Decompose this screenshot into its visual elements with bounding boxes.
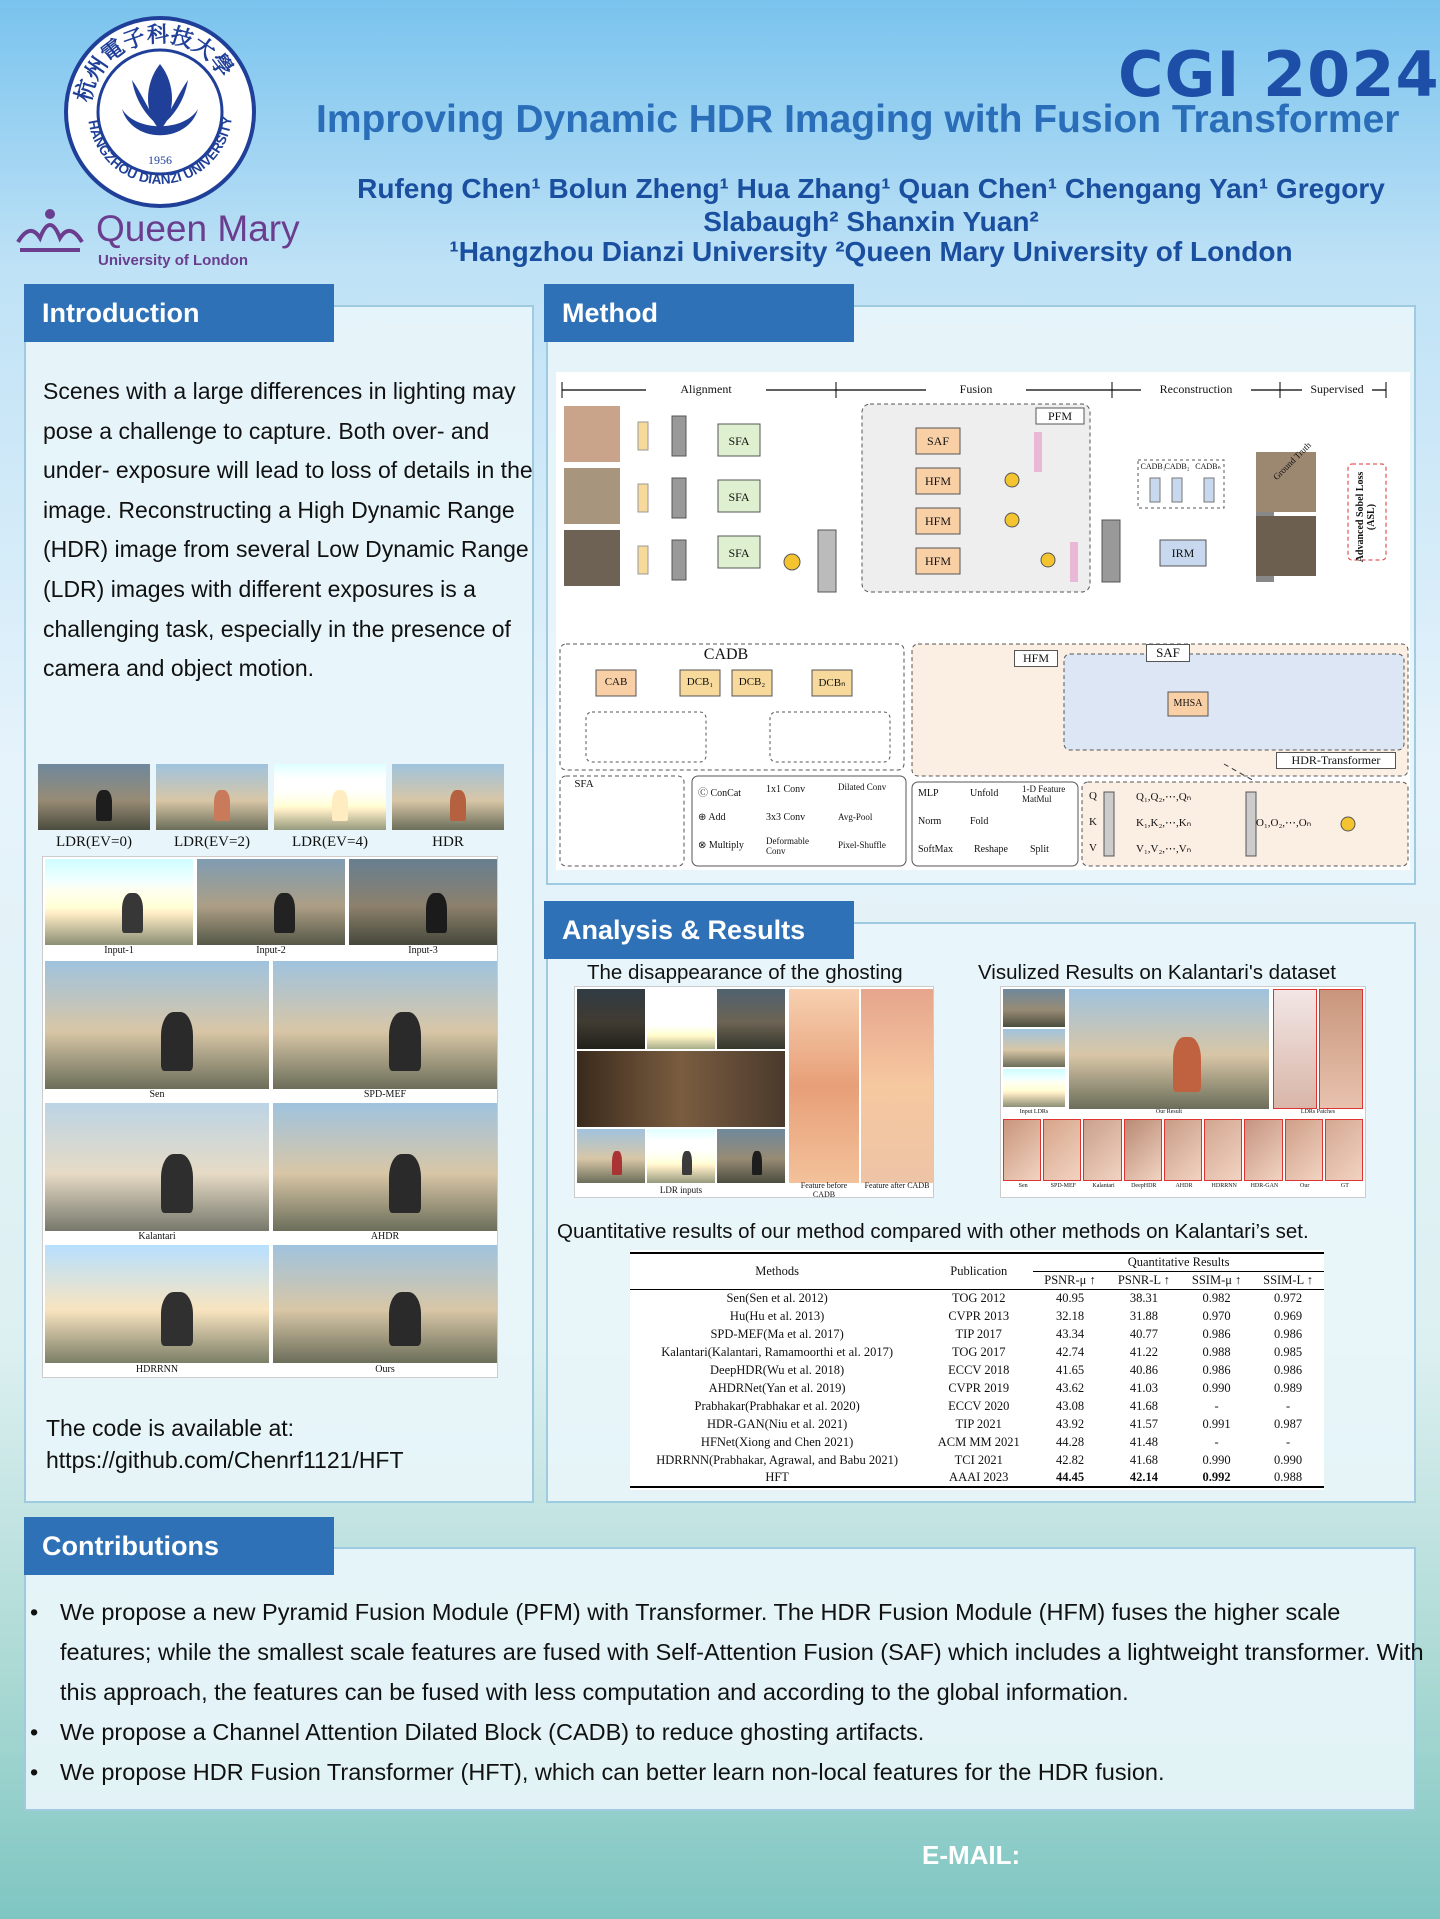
code-label: The code is available at: xyxy=(46,1415,295,1441)
method-heading: Method xyxy=(544,284,854,342)
legend-dilated-conv: Dilated Conv xyxy=(838,782,887,792)
cell-publication: AAAI 2023 xyxy=(924,1469,1033,1487)
cell-metric: 0.986 xyxy=(1274,1362,1303,1377)
ldr-patch-2 xyxy=(1319,989,1363,1109)
cell-publication: CVPR 2019 xyxy=(948,1380,1010,1395)
cell-metric: 0.988 xyxy=(1252,1469,1324,1487)
cell-metric: 40.86 xyxy=(1129,1362,1158,1377)
cell-method: Kalantari(Kalantari, Ramamoorthi et al. 2017) xyxy=(661,1344,894,1359)
table-row xyxy=(630,1397,1324,1415)
legend-softmax: SoftMax xyxy=(918,844,953,855)
ldr-input-5 xyxy=(717,1129,785,1183)
col-ssim-mu: SSIM-μ ↑ xyxy=(1181,1271,1252,1289)
ldr-input-4 xyxy=(647,1129,715,1183)
cell-publication: TOG 2017 xyxy=(951,1344,1006,1359)
sfa-detail-label: SFA xyxy=(574,778,594,790)
cell-metric: 0.972 xyxy=(1274,1290,1303,1305)
label-input-2: Input-2 xyxy=(256,945,286,956)
poster-title: Improving Dynamic HDR Imaging with Fusion Transformer xyxy=(316,98,1400,141)
cell-method: AHDRNet(Yan et al. 2019) xyxy=(708,1380,846,1395)
o-sequence: O₁,O₂,⋯,Oₙ xyxy=(1256,817,1312,829)
svg-text:HANGZHOU DIANZI UNIVERSITY xyxy=(85,115,234,187)
cell-method: HFT xyxy=(630,1469,924,1487)
cell-publication: TIP 2021 xyxy=(955,1416,1002,1431)
q-sequence: Q₁,Q₂,⋯,Qₙ xyxy=(1136,791,1192,803)
table-row xyxy=(630,1379,1324,1397)
cell-metric: 41.48 xyxy=(1129,1434,1158,1449)
cell-metric: 41.68 xyxy=(1129,1398,1158,1413)
ldr-input-dark-1 xyxy=(577,989,645,1049)
method-patch xyxy=(1244,1119,1282,1181)
cell-method: HDR-GAN(Niu et al. 2021) xyxy=(707,1416,848,1431)
legend-feature-matmul: 1-D Feature MatMul xyxy=(1022,784,1066,804)
dcb1-label: DCB₁ xyxy=(686,676,714,688)
v-label: V xyxy=(1089,842,1097,854)
input-ldr-2 xyxy=(1003,1029,1065,1067)
dcbn-label: DCBₙ xyxy=(818,677,846,689)
method-patch-label: SPD-MEF xyxy=(1050,1183,1076,1189)
hdu-logo-name: HANGZHOU DIANZI UNIVERSITY xyxy=(85,115,235,188)
results-table-body xyxy=(630,1289,1324,1487)
architecture-diagram xyxy=(556,372,1410,870)
cell-metric: 0.988 xyxy=(1202,1344,1231,1359)
col-methods: Methods xyxy=(630,1253,924,1289)
legend-reshape: Reshape xyxy=(974,844,1008,855)
cadb-small-n: CADBₙ xyxy=(1195,462,1221,471)
exposure-figure xyxy=(38,764,504,854)
feature-before-cadb-image xyxy=(789,989,859,1183)
cell-metric: 42.82 xyxy=(1055,1452,1085,1467)
legend-deformable-conv: Deformable Conv xyxy=(766,836,809,856)
input-ldr-1 xyxy=(1003,989,1065,1027)
cell-metric: 0.986 xyxy=(1202,1326,1231,1341)
ldr-ev2-image xyxy=(156,764,268,830)
cell-metric: 0.992 xyxy=(1181,1469,1252,1487)
hdu-logo-text-layer xyxy=(62,14,258,210)
stage-fusion: Fusion xyxy=(926,382,1026,397)
method-patch-label: GT xyxy=(1340,1183,1349,1189)
code-availability xyxy=(46,1412,526,1476)
result-spd-mef xyxy=(273,961,497,1089)
cell-metric: 43.92 xyxy=(1055,1416,1085,1431)
table-row xyxy=(630,1469,1324,1487)
ldr-input-dark-2 xyxy=(717,989,785,1049)
cell-method: DeepHDR(Wu et al. 2018) xyxy=(710,1362,845,1377)
cell-metric: 43.34 xyxy=(1055,1326,1085,1341)
cadb-label: CADB xyxy=(703,646,749,663)
affiliations: ¹Hangzhou Dianzi University ²Queen Mary University of London xyxy=(449,236,1293,267)
ghosting-subtitle: The disappearance of the ghosting xyxy=(587,961,903,984)
cell-method: Prabhakar(Prabhakar et al. 2020) xyxy=(694,1398,860,1413)
method-patch xyxy=(1285,1119,1323,1181)
contribution-item: • We propose a Channel Attention Dilated Block (CADB) to reduce ghosting artifacts. xyxy=(28,1712,1428,1752)
contribution-item: • We propose HDR Fusion Transformer (HFT), which can better learn non-local features for the HDR fusion. xyxy=(28,1752,1428,1792)
table-row xyxy=(630,1451,1324,1469)
authors: Rufeng Chen¹ Bolun Zheng¹ Hua Zhang¹ Quan Chen¹ Chengang Yan¹ Gregory Slabaugh² Shanxin Yuan² xyxy=(357,173,1385,237)
saf-label: SAF xyxy=(926,434,949,448)
cell-metric: 44.45 xyxy=(1033,1469,1107,1487)
cell-publication: ACM MM 2021 xyxy=(937,1434,1020,1449)
k-sequence: K₁,K₂,⋯,Kₙ xyxy=(1136,817,1192,829)
method-patch xyxy=(1204,1119,1242,1181)
cell-metric: 42.14 xyxy=(1107,1469,1181,1487)
cab-label: CAB xyxy=(604,676,628,688)
method-patch-label: DeepHDR xyxy=(1131,1183,1157,1189)
ldr-input-bright-1 xyxy=(647,989,715,1049)
method-patch-label: HDRRNN xyxy=(1211,1183,1237,1189)
ldr-ev4-image xyxy=(274,764,386,830)
results-table xyxy=(630,1252,1324,1488)
method-patch xyxy=(1124,1119,1162,1181)
label-kalantari: Kalantari xyxy=(138,1231,176,1242)
col-psnr-l: PSNR-L ↑ xyxy=(1107,1271,1181,1289)
method-patch-label: Our xyxy=(1299,1183,1310,1189)
table-row xyxy=(630,1343,1324,1361)
col-psnr-mu: PSNR-μ ↑ xyxy=(1033,1271,1107,1289)
label-ldr-ev0: LDR(EV=0) xyxy=(56,834,132,850)
cell-publication: ECCV 2020 xyxy=(948,1398,1010,1413)
result-ours xyxy=(273,1245,497,1363)
legend-norm: Norm xyxy=(918,816,942,827)
our-result-image xyxy=(1069,989,1269,1109)
cell-publication: TCI 2021 xyxy=(954,1452,1003,1467)
legend-1x1-conv: 1x1 Conv xyxy=(766,784,806,795)
comparison-figure xyxy=(42,856,498,1378)
caption-feature-after: Feature after CADB xyxy=(864,1181,930,1190)
method-patch xyxy=(1325,1119,1363,1181)
k-label: K xyxy=(1089,816,1097,828)
legend-concat: Ⓒ ConCat xyxy=(698,788,742,799)
cell-metric: - xyxy=(1286,1398,1291,1413)
cadb-small-2: CADB₂ xyxy=(1164,462,1190,471)
hdu-logo-chinese: 杭州電子科技大學 xyxy=(70,21,239,105)
result-kalantari xyxy=(45,1103,269,1231)
cell-metric: 41.57 xyxy=(1129,1416,1158,1431)
contributions-heading: Contributions xyxy=(24,1517,334,1575)
input-3-image xyxy=(349,859,497,945)
hdr-image xyxy=(392,764,504,830)
cell-metric: 0.986 xyxy=(1202,1362,1231,1377)
hdu-logo xyxy=(62,14,258,210)
col-publication: Publication xyxy=(924,1253,1033,1289)
input-1-image xyxy=(45,859,193,945)
table-row xyxy=(630,1415,1324,1433)
method-patch xyxy=(1164,1119,1202,1181)
cell-metric: 0.990 xyxy=(1274,1452,1303,1467)
method-patch xyxy=(1043,1119,1081,1181)
cell-metric: 38.31 xyxy=(1129,1290,1158,1305)
cell-metric: 41.22 xyxy=(1129,1344,1158,1359)
method-patch xyxy=(1083,1119,1121,1181)
cell-metric: 0.970 xyxy=(1202,1308,1231,1323)
cell-metric: 43.08 xyxy=(1055,1398,1085,1413)
method-patch-label: HDR-GAN xyxy=(1250,1183,1279,1189)
cell-metric: 0.982 xyxy=(1202,1290,1231,1305)
table-row xyxy=(630,1433,1324,1451)
cell-method: Sen(Sen et al. 2012) xyxy=(726,1290,828,1305)
method-patch-row xyxy=(1003,1119,1365,1197)
qm-name: Queen Mary xyxy=(96,208,300,249)
cell-metric: 0.969 xyxy=(1274,1308,1303,1323)
v-sequence: V₁,V₂,⋯,Vₙ xyxy=(1136,843,1192,855)
hfm-detail-label: HFM xyxy=(1014,650,1058,667)
table-caption: Quantitative results of our method compared with other methods on Kalantari’s set. xyxy=(557,1220,1309,1243)
caption-feature-before: Feature before CADB xyxy=(800,1181,848,1198)
cell-metric: - xyxy=(1286,1434,1291,1449)
saf-detail-label: SAF xyxy=(1146,644,1190,662)
cell-publication: CVPR 2013 xyxy=(948,1308,1010,1323)
email-label: E-MAIL: xyxy=(922,1840,1021,1870)
label-hdrrnn: HDRRNN xyxy=(135,1364,179,1375)
sfa-label-2: SFA xyxy=(728,490,750,504)
label-sen: Sen xyxy=(149,1089,165,1100)
cell-metric: 31.88 xyxy=(1129,1308,1158,1323)
kalantari-subtitle: Visulized Results on Kalantari's dataset xyxy=(978,961,1336,984)
label-ldr-ev2: LDR(EV=2) xyxy=(174,834,250,850)
label-ahdr: AHDR xyxy=(370,1231,400,1242)
legend-3x3-conv: 3x3 Conv xyxy=(766,812,806,823)
cell-metric: 32.18 xyxy=(1055,1308,1085,1323)
cell-method: Hu(Hu et al. 2013) xyxy=(729,1308,825,1323)
input-ldr-3 xyxy=(1003,1069,1065,1107)
method-patch-label: Kalantari xyxy=(1092,1183,1115,1189)
cell-publication: ECCV 2018 xyxy=(948,1362,1010,1377)
cell-metric: 42.74 xyxy=(1055,1344,1085,1359)
hdr-transformer-label: HDR-Transformer xyxy=(1276,752,1396,769)
qm-crown-icon xyxy=(10,202,90,266)
introduction-heading: Introduction xyxy=(24,284,334,342)
asl-label: Advanced Sobel Loss (ASL) xyxy=(1355,471,1377,563)
cell-metric: 40.95 xyxy=(1055,1290,1085,1305)
introduction-text: Scenes with a large differences in lighting may pose a challenge to capture. Both over- and under- exposure will lead to loss of details in the image. Reconstructing a High Dynamic Range (HDR) image from several Low Dynamic Range (LDR) images with different exposures is a challenging task, especially in the presence of camera and object motion. xyxy=(43,378,533,682)
result-ahdr xyxy=(273,1103,497,1231)
ldr-patch-1 xyxy=(1273,989,1317,1109)
cell-metric: 41.65 xyxy=(1055,1362,1085,1377)
cell-publication: TIP 2017 xyxy=(955,1326,1002,1341)
legend-fold: Fold xyxy=(970,816,989,827)
cell-metric: 41.03 xyxy=(1129,1380,1158,1395)
cell-metric: 0.987 xyxy=(1274,1416,1303,1431)
label-input-3: Input-3 xyxy=(408,945,438,956)
conference-logo: CGI 2024 xyxy=(1118,38,1440,111)
stage-reconstruction: Reconstruction xyxy=(1141,382,1251,397)
legend-unfold: Unfold xyxy=(970,788,999,799)
cell-metric: 43.62 xyxy=(1055,1380,1085,1395)
ldr-ev0-image xyxy=(38,764,150,830)
cell-metric: 0.991 xyxy=(1202,1416,1231,1431)
method-patch-label: AHDR xyxy=(1175,1183,1193,1189)
hdu-logo-year: 1956 xyxy=(148,153,172,167)
legend-multiply: ⊗ Multiply xyxy=(698,840,744,851)
method-patch-label: Sen xyxy=(1018,1183,1028,1189)
contributions-list xyxy=(28,1592,1428,1792)
cell-method: SPD-MEF(Ma et al. 2017) xyxy=(710,1326,844,1341)
legend-pixel-shuffle: Pixel-Shuffle xyxy=(838,840,886,850)
cell-metric: 0.986 xyxy=(1274,1326,1303,1341)
cell-metric: 40.77 xyxy=(1129,1326,1158,1341)
caption-our-result: Our Result xyxy=(1155,1109,1183,1115)
label-hdr: HDR xyxy=(432,834,464,850)
feature-map-before xyxy=(577,1051,785,1127)
legend-avg-pool: Avg-Pool xyxy=(838,812,873,822)
contribution-item: • We propose a new Pyramid Fusion Module (PFM) with Transformer. The HDR Fusion Module (HFM) fuses the higher scale features; while the smallest scale features are fused with Self-Attention Fusion (SAF) which includes a lightweight transformer. With this approach, the features can be fused with less computation and according to the global information. xyxy=(28,1592,1428,1712)
label-input-1: Input-1 xyxy=(104,945,134,956)
table-row xyxy=(630,1361,1324,1379)
cell-metric: 0.990 xyxy=(1202,1452,1231,1467)
col-ssim-l: SSIM-L ↑ xyxy=(1252,1271,1324,1289)
cell-metric: 41.68 xyxy=(1129,1452,1158,1467)
result-hdrrnn xyxy=(45,1245,269,1363)
table-row xyxy=(630,1325,1324,1343)
cell-metric: - xyxy=(1214,1434,1219,1449)
cell-metric: - xyxy=(1214,1398,1219,1413)
result-sen xyxy=(45,961,269,1089)
caption-input-ldrs: Input LDRs xyxy=(1019,1109,1049,1115)
cell-metric: 0.989 xyxy=(1274,1380,1303,1395)
stage-alignment: Alignment xyxy=(646,382,766,397)
ldr-input-3 xyxy=(577,1129,645,1183)
q-label: Q xyxy=(1089,790,1097,802)
cell-metric: 0.985 xyxy=(1274,1344,1303,1359)
ground-truth-label: Ground Truth xyxy=(1271,440,1313,482)
results-table-wrapper xyxy=(630,1250,1324,1490)
col-quantitative: Quantitative Results xyxy=(1033,1253,1324,1271)
code-link[interactable]: https://github.com/Chenrf1121/HFT xyxy=(46,1447,404,1473)
sfa-label-3: SFA xyxy=(728,546,750,560)
table-row xyxy=(630,1289,1324,1307)
dcb2-label: DCB₂ xyxy=(738,676,766,688)
cell-method: HDRRNN(Prabhakar, Agrawal, and Babu 2021) xyxy=(656,1452,899,1467)
sfa-label-1: SFA xyxy=(728,434,750,448)
label-ours: Ours xyxy=(375,1364,395,1375)
cell-metric: 0.990 xyxy=(1202,1380,1231,1395)
qm-subtitle: University of London xyxy=(98,252,248,269)
input-2-image xyxy=(197,859,345,945)
hfm-label-2: HFM xyxy=(924,514,951,528)
analysis-heading: Analysis & Results xyxy=(544,901,854,959)
method-patch xyxy=(1003,1119,1041,1181)
hfm-label-1: HFM xyxy=(924,474,951,488)
legend-add: ⊕ Add xyxy=(698,812,726,823)
kalantari-figure xyxy=(1000,986,1366,1198)
feature-after-cadb-image xyxy=(861,989,933,1183)
svg-text:杭州電子科技大學 xyxy=(70,22,238,105)
caption-ldr-patches: LDRs Patches xyxy=(1300,1109,1336,1115)
legend-mlp: MLP xyxy=(918,788,939,799)
cell-publication: TOG 2012 xyxy=(951,1290,1006,1305)
stage-supervised: Supervised xyxy=(1302,382,1372,397)
irm-label: IRM xyxy=(1171,546,1195,560)
mhsa-label: MHSA xyxy=(1173,698,1203,709)
table-row xyxy=(630,1307,1324,1325)
cadb-small-1: CADB₁ xyxy=(1140,462,1166,471)
hfm-label-3: HFM xyxy=(924,554,951,568)
ghosting-figure xyxy=(574,986,934,1198)
pfm-label: PFM xyxy=(1047,409,1073,423)
cell-metric: 44.28 xyxy=(1055,1434,1085,1449)
label-ldr-ev4: LDR(EV=4) xyxy=(292,834,368,850)
label-spd-mef: SPD-MEF xyxy=(363,1089,407,1100)
cell-method: HFNet(Xiong and Chen 2021) xyxy=(700,1434,854,1449)
legend-split: Split xyxy=(1030,844,1049,855)
caption-ldr-inputs: LDR inputs xyxy=(659,1185,703,1195)
